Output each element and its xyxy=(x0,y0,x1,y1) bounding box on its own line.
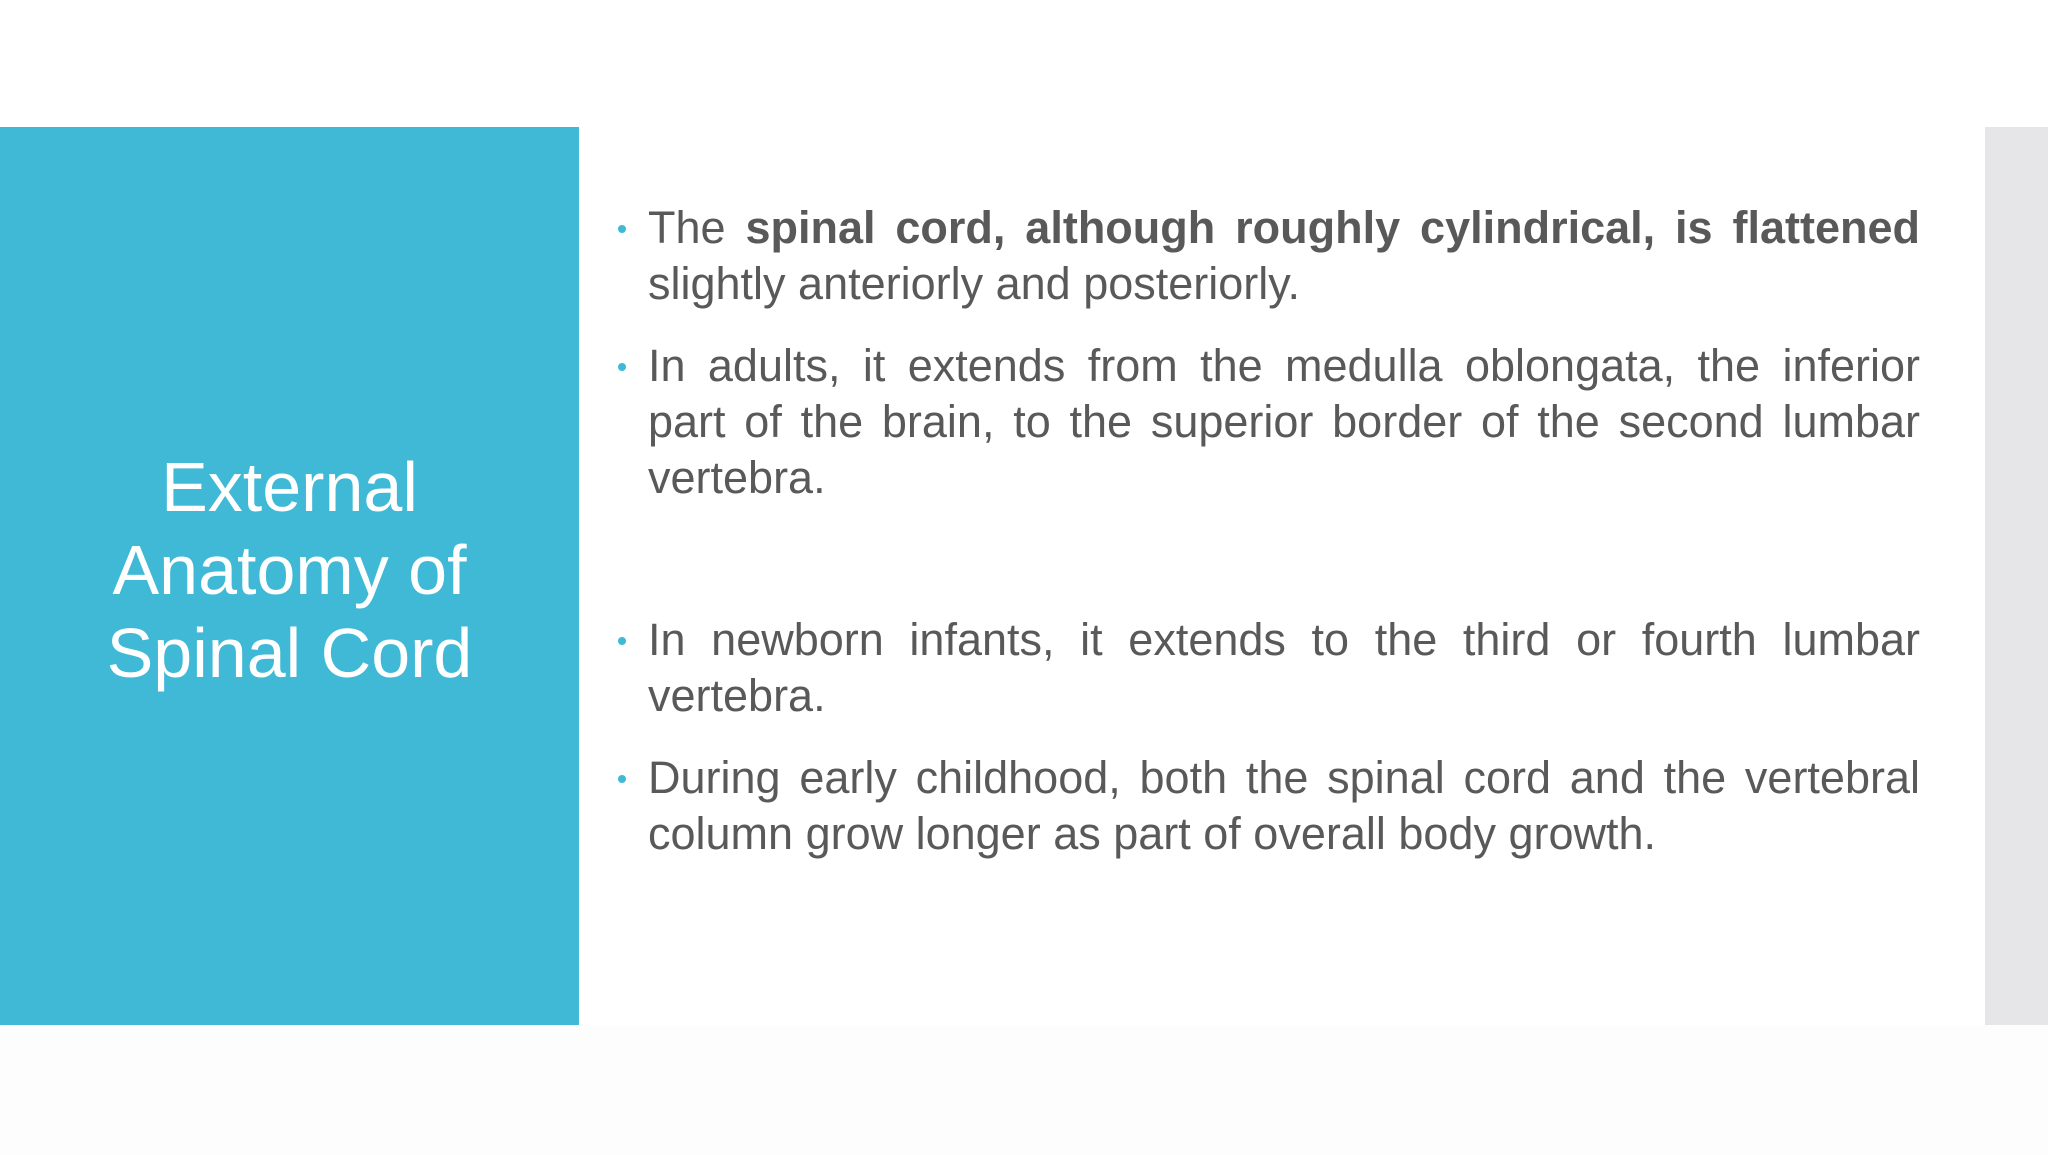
bottom-margin-band xyxy=(0,1025,2048,1155)
title-panel xyxy=(0,127,579,1025)
bullet-item xyxy=(610,750,1920,862)
bullet-dot-icon xyxy=(618,775,626,783)
bullet-dot-icon xyxy=(618,637,626,645)
bullet-item xyxy=(610,200,1920,312)
right-side-strip xyxy=(1985,127,2048,1025)
slide-title xyxy=(70,446,510,695)
bullet-text-suffix: slightly anteriorly and posteriorly. xyxy=(648,258,1300,309)
slide-title-line-2: Anatomy of xyxy=(112,530,467,609)
bullet-text: In newborn infants, it extends to the third or fourth lumbar vertebra. xyxy=(648,614,1920,721)
bullet-text-prefix: The xyxy=(648,202,746,253)
bullet-item xyxy=(610,612,1920,724)
top-margin-band xyxy=(0,0,2048,127)
bullet-text-bold: spinal cord, although roughly cylindrical, is flattened xyxy=(745,202,1921,253)
bullet-text: During early childhood, both the spinal cord and the vertebral column grow longer as part of overall body growth. xyxy=(648,752,1920,859)
bullet-dot-icon xyxy=(618,363,626,371)
bullet-item xyxy=(610,338,1920,506)
slide-title-line-3: Spinal Cord xyxy=(106,613,473,692)
bullet-dot-icon xyxy=(618,225,626,233)
bullet-list xyxy=(610,200,1920,862)
slide-title-line-1: External xyxy=(161,447,418,526)
bullet-text: In adults, it extends from the medulla oblongata, the inferior part of the brain, to the superior border of the second lumbar vertebra. xyxy=(648,340,1920,503)
